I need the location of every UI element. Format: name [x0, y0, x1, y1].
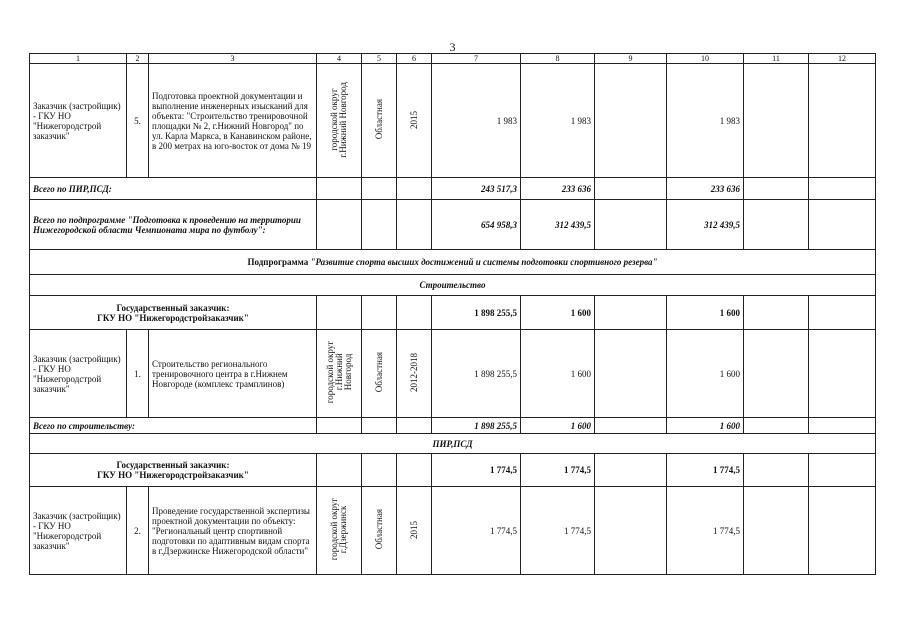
value-col10: 1 983 [667, 64, 744, 178]
value-col7: 1 983 [432, 64, 521, 178]
value-col8: 1 774,5 [521, 454, 595, 487]
program-table [29, 53, 876, 575]
value-col7: 1 774,5 [432, 454, 521, 487]
page-number: 3 [449, 40, 456, 54]
subprogram-prefix: Подпрограмма [247, 257, 309, 267]
table-row [30, 330, 876, 418]
section-row [30, 434, 876, 454]
total-col7: 1 898 255,5 [432, 418, 521, 434]
total-col8: 233 636 [521, 178, 595, 200]
col-header: 9 [595, 54, 667, 64]
value-col10: 1 774,5 [667, 454, 744, 487]
section-build-title: Строительство [30, 275, 876, 296]
col-header: 1 [30, 54, 127, 64]
col-header: 6 [397, 54, 432, 64]
value-col10: 1 600 [667, 330, 744, 418]
state-customer-name: ГКУ НО "Нижегородстройзаказчик" [97, 312, 249, 323]
territory-cell: городской округ г.Нижний Новгород [324, 341, 353, 404]
total-col10: 312 439,5 [667, 200, 744, 250]
col-header: 4 [317, 54, 362, 64]
item-number: 1. [127, 330, 149, 418]
value-col8: 1 774,5 [521, 487, 595, 575]
value-col8: 1 983 [521, 64, 595, 178]
item-number: 5. [127, 64, 149, 178]
years-cell: 2012-2018 [408, 353, 419, 392]
total-label: Всего по ПИР,ПСД: [30, 178, 317, 200]
section-row [30, 275, 876, 296]
budget-cell: Областная [373, 352, 384, 393]
total-col10: 1 600 [667, 418, 744, 434]
section-pir-title: ПИР,ПСД [30, 434, 876, 454]
value-col7: 1 774,5 [432, 487, 521, 575]
total-col8: 312 439,5 [521, 200, 595, 250]
subprogram-banner-row [30, 250, 876, 275]
col-header: 2 [127, 54, 149, 64]
customer-cell: Заказчик (застройщик) - ГКУ НО "Нижегородстрой заказчик" [30, 487, 127, 575]
item-number: 2. [127, 487, 149, 575]
state-customer-row [30, 454, 876, 487]
customer-cell: Заказчик (застройщик) - ГКУ НО "Нижегородстрой заказчик" [30, 330, 127, 418]
total-col7: 243 517,3 [432, 178, 521, 200]
value-col8: 1 600 [521, 330, 595, 418]
object-name: Подготовка проектной документации и выполнение инженерных изысканий для объекта: "Строительство тренировочной площадки № 2, г.Нижний Новгород" по ул. Карла Маркса, в Канавинском районе, в 200 метрах на юго-восток от дома № 19 [149, 64, 317, 178]
subprogram-title: "Развитие спорта высших достижений и системы подготовки спортивного резерва" [310, 257, 658, 267]
territory-cell: городской округ г.Дзержинск [329, 498, 348, 561]
state-customer-label: Государственный заказчик: [116, 302, 230, 313]
col-header: 5 [362, 54, 397, 64]
col-header: 8 [521, 54, 595, 64]
subprogram-total-label: Всего по подпрограмме "Подготовка к проведению на территории Нижегородской области Чемпионата мира по футболу": [30, 200, 317, 250]
col-header: 12 [809, 54, 876, 64]
object-name: Проведение государственной экспертизы проектной документации по объекту: "Региональный центр спортивной подготовки по адаптивным видам спорта в г.Дзержинске Нижегородской области" [149, 487, 317, 575]
col-header: 7 [432, 54, 521, 64]
years-cell: 2015 [408, 520, 419, 539]
years-cell: 2015 [408, 110, 419, 129]
value-col7: 1 898 255,5 [432, 330, 521, 418]
total-label: Всего по строительству: [30, 418, 317, 434]
table-row [30, 64, 876, 178]
territory-cell: городской округ г.Нижний Новгород [329, 81, 348, 158]
col-header: 10 [667, 54, 744, 64]
table-row [30, 487, 876, 575]
value-col7: 1 898 255,5 [432, 296, 521, 330]
budget-cell: Областная [373, 99, 384, 140]
subprogram-total-row [30, 200, 876, 250]
total-col8: 1 600 [521, 418, 595, 434]
value-col10: 1 600 [667, 296, 744, 330]
total-col10: 233 636 [667, 178, 744, 200]
state-customer-row [30, 296, 876, 330]
value-col8: 1 600 [521, 296, 595, 330]
total-row [30, 178, 876, 200]
object-name: Строительство регионального тренировочного центра в г.Нижнем Новгороде (комплекс трамплинов) [149, 330, 317, 418]
column-numbers-row [30, 54, 876, 64]
col-header: 11 [744, 54, 809, 64]
state-customer-label: Государственный заказчик: [116, 460, 230, 470]
budget-cell: Областная [373, 509, 384, 550]
state-customer-name: ГКУ НО "Нижегородстройзаказчик" [97, 470, 249, 480]
value-col10: 1 774,5 [667, 487, 744, 575]
customer-cell: Заказчик (застройщик) - ГКУ НО "Нижегородстрой заказчик" [30, 64, 127, 178]
total-row [30, 418, 876, 434]
total-col7: 654 958,3 [432, 200, 521, 250]
col-header: 3 [149, 54, 317, 64]
